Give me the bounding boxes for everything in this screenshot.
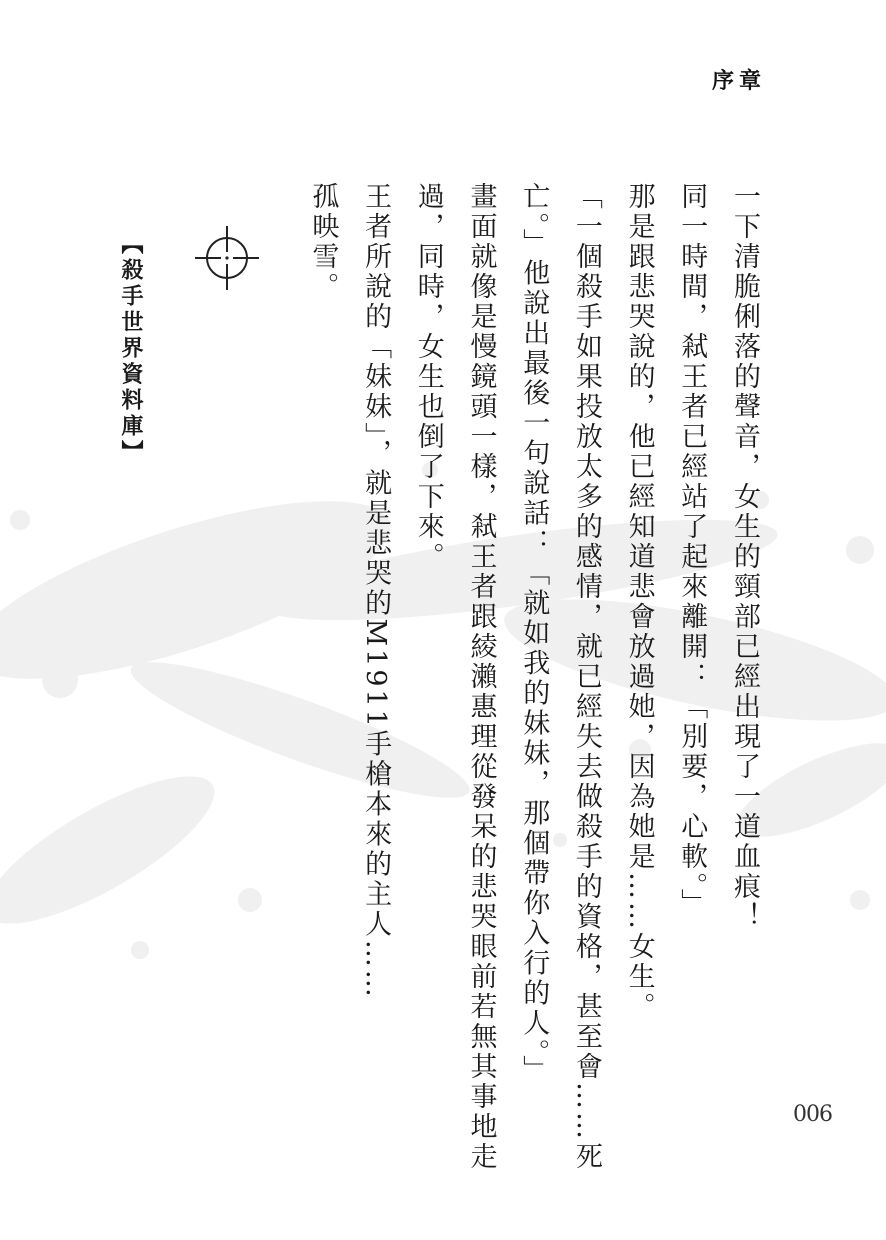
paragraph-2: 同一時間，弒王者已經站了起來離開：「別要，心軟。」 [676,182,708,919]
sidebar-label: 【殺手世界資料庫】 [118,232,143,466]
body-text [307,182,770,1172]
paragraph-1: 一下清脆俐落的聲音，女生的頸部已經出現了一道血痕！ [729,182,760,932]
crosshair-icon [193,224,261,292]
paragraph-6: 王者所說的「妹妹」，就是悲哭的M1911手槍本來的主人…… [360,182,392,1000]
paragraph-7: 孤映雪。 [307,182,339,302]
paragraph-5: 畫面就像是慢鏡頭一樣，弒王者跟綾瀨惠理從發呆的悲哭眼前若無其事地走過，同時，女生也倒了下來。 [412,182,497,1172]
page-number: 006 [793,1102,832,1127]
chapter-title: 序章 [712,69,767,94]
paragraph-4: 「一個殺手如果投放太多的感情，就已經失去做殺手的資格，甚至會……死亡。」他說出最後一句說話：「就如我的妹妹，那個帶你入行的人。」 [518,182,602,1172]
paragraph-3: 那是跟悲哭說的，他已經知道悲會放過她，因為她是……女生。 [623,182,655,1022]
